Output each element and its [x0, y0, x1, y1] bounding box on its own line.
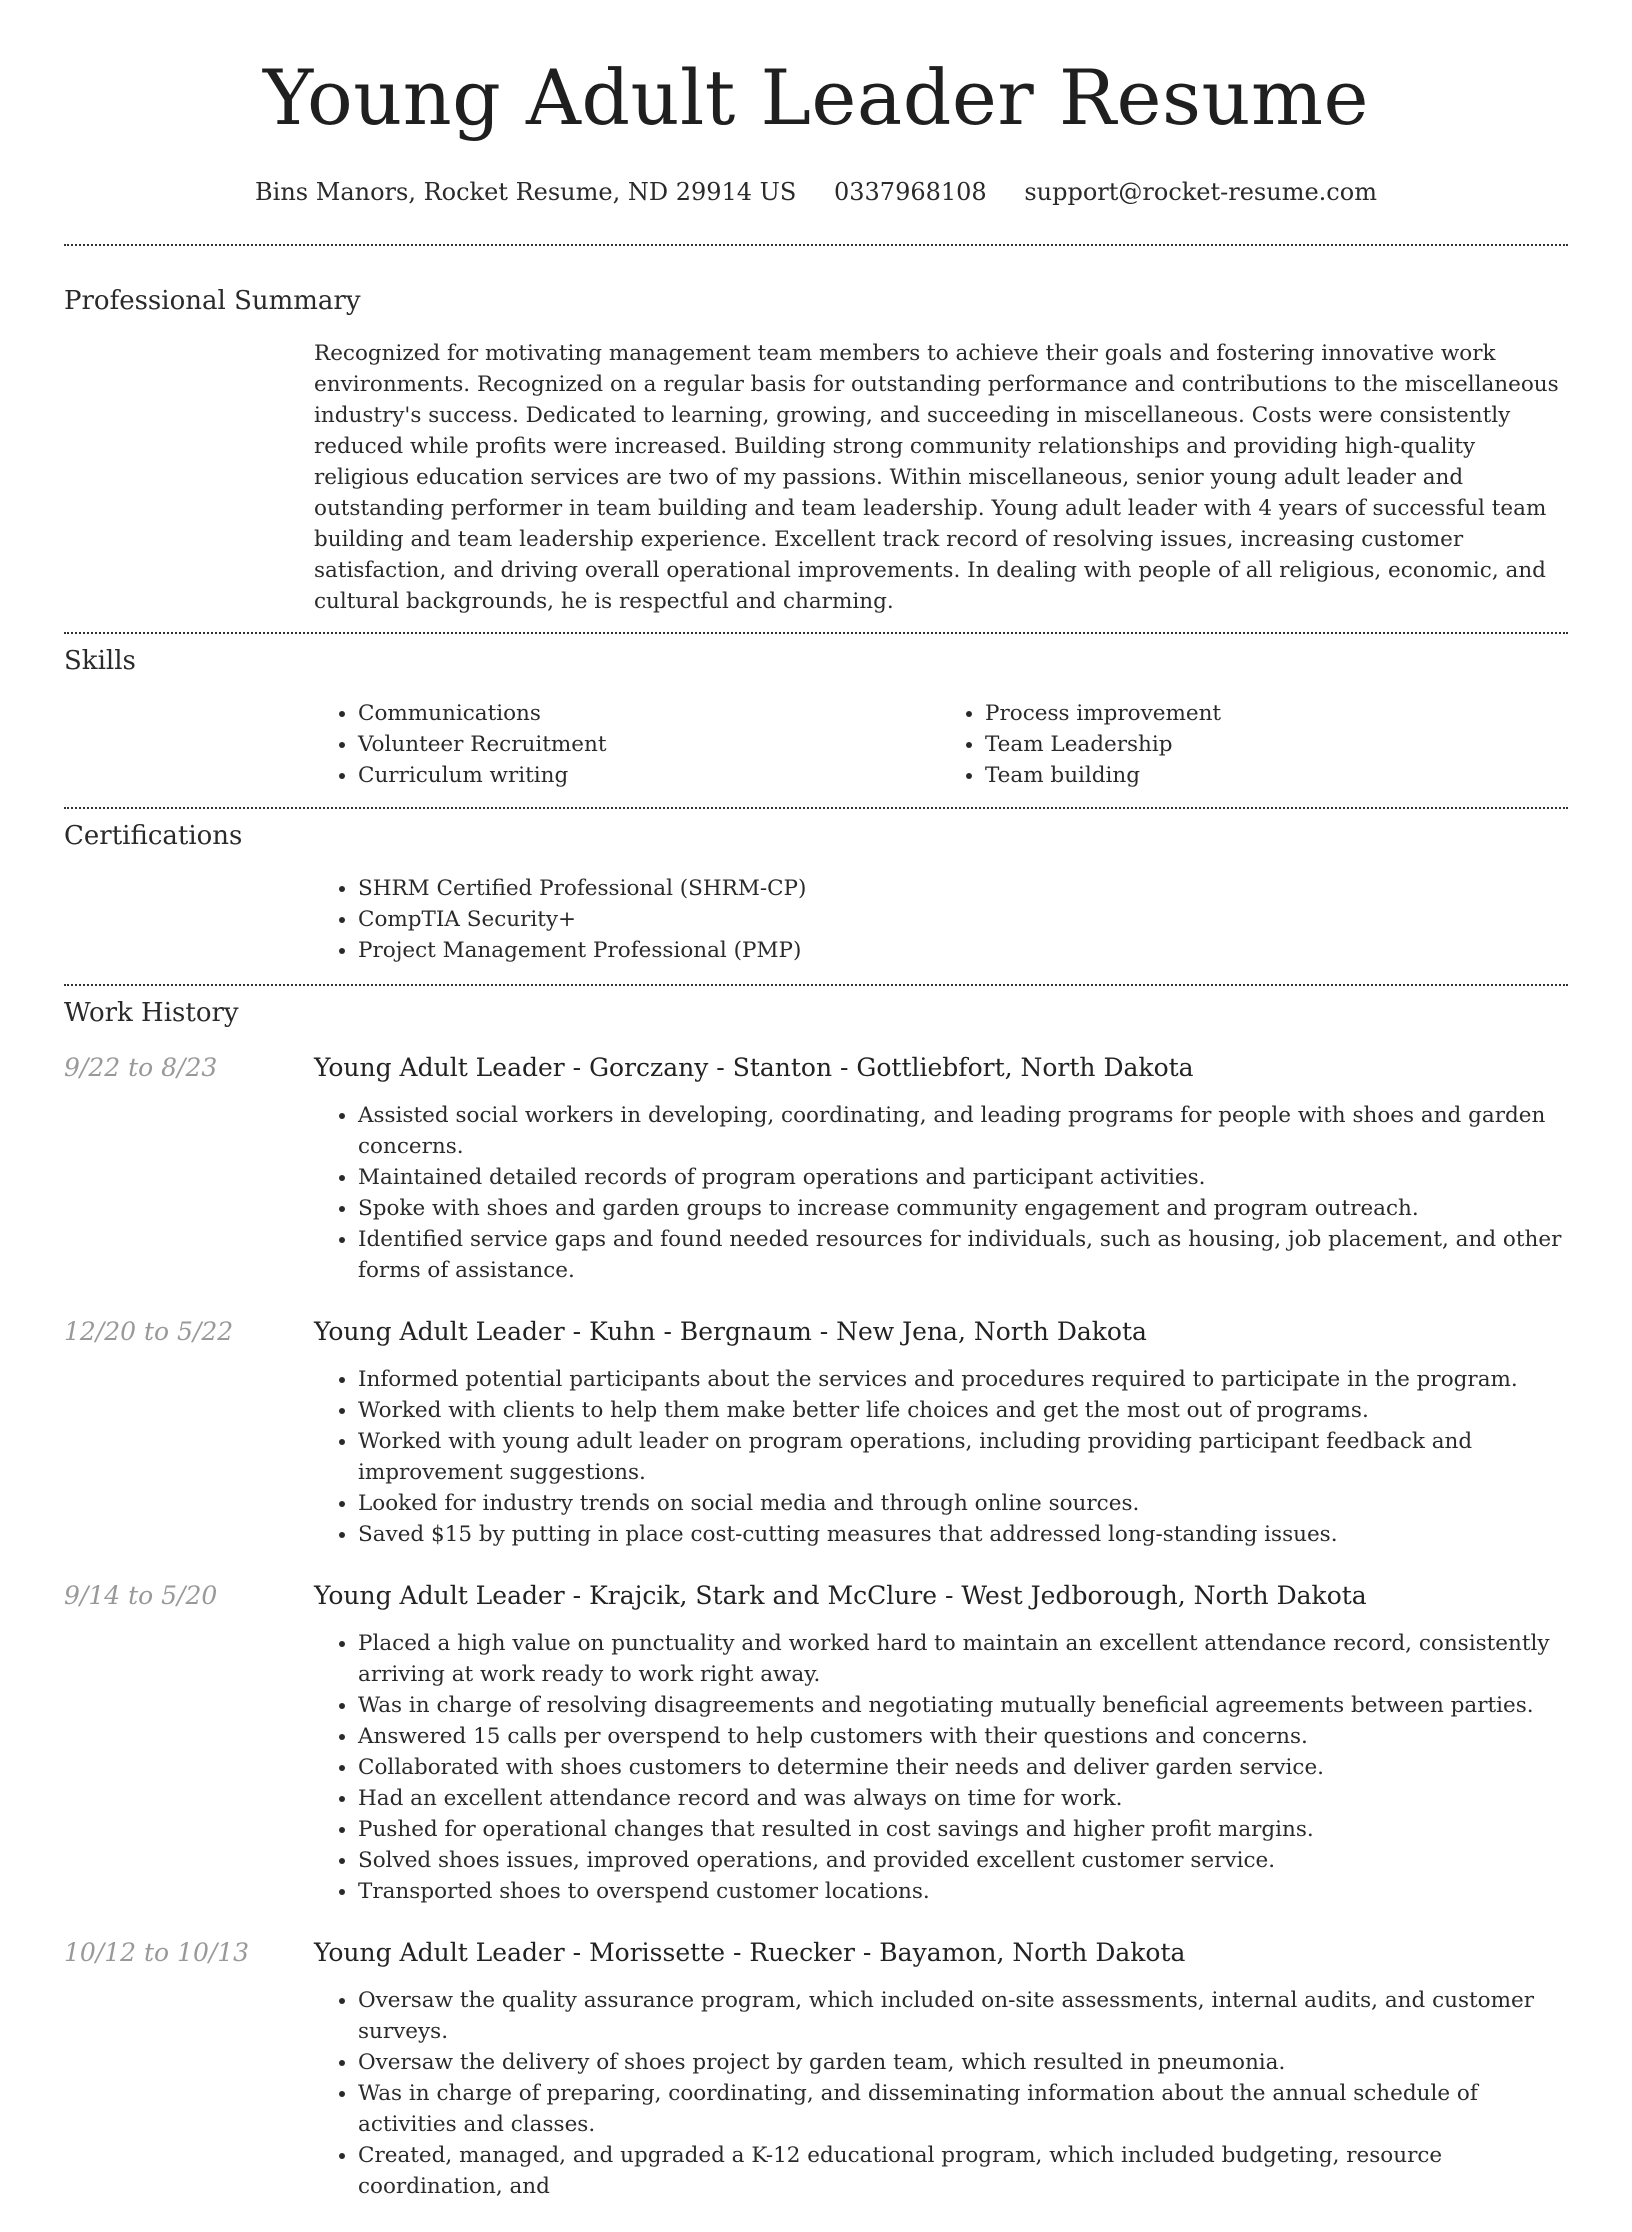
skill-item: • Team Leadership — [985, 729, 1568, 760]
job-bullet: • Pushed for operational changes that resulted in cost savings and higher profit margins. — [358, 1814, 1568, 1845]
skills-heading: Skills — [64, 646, 136, 676]
job-entry — [64, 1052, 1568, 1286]
job-bullet: • Transported shoes to overspend customer locations. — [358, 1876, 1568, 1907]
skill-item: • Process improvement — [985, 698, 1568, 729]
job-bullet: • Worked with young adult leader on program operations, including providing participant feedback and improvement suggestions. — [358, 1426, 1568, 1488]
section-divider — [64, 244, 1568, 246]
work-history-list — [64, 1052, 1568, 2202]
job-entry — [64, 1580, 1568, 1907]
contact-email: support@rocket-resume.com — [1024, 178, 1377, 206]
job-bullet: • Was in charge of preparing, coordinating, and disseminating information about the annual schedule of activities and classes. — [358, 2078, 1568, 2140]
skill-item: • Volunteer Recruitment — [358, 729, 941, 760]
job-bullets — [314, 1364, 1568, 1550]
job-entry — [64, 1316, 1568, 1550]
certification-item: • SHRM Certified Professional (SHRM-CP) — [358, 873, 1568, 904]
job-bullet: • Spoke with shoes and garden groups to increase community engagement and program outreach. — [358, 1193, 1568, 1224]
job-bullets — [314, 1628, 1568, 1907]
job-dates: 9/14 to 5/20 — [64, 1581, 218, 1610]
job-bullets — [314, 1985, 1568, 2202]
job-title: Young Adult Leader - Krajcik, Stark and McClure - West Jedborough, North Dakota — [314, 1581, 1367, 1610]
certification-item: • CompTIA Security+ — [358, 904, 1568, 935]
job-bullet: • Saved $15 by putting in place cost-cutting measures that addressed long-standing issues. — [358, 1519, 1568, 1550]
job-dates: 10/12 to 10/13 — [64, 1938, 250, 1967]
skills-column-right — [941, 698, 1568, 791]
job-dates: 12/20 to 5/22 — [64, 1317, 234, 1346]
job-bullet: • Solved shoes issues, improved operations, and provided excellent customer service. — [358, 1845, 1568, 1876]
certifications-heading: Certifications — [64, 821, 243, 851]
job-details — [314, 1052, 1568, 1286]
skill-item: • Team building — [985, 760, 1568, 791]
resume-title: Young Adult Leader Resume — [262, 53, 1370, 142]
work-history-heading: Work History — [64, 998, 239, 1028]
job-bullet: • Worked with clients to help them make better life choices and get the most out of programs. — [358, 1395, 1568, 1426]
section-divider — [64, 984, 1568, 986]
resume-page — [64, 0, 1568, 2232]
job-bullet: • Answered 15 calls per overspend to help customers with their questions and concerns. — [358, 1721, 1568, 1752]
summary-text: Recognized for motivating management team members to achieve their goals and fostering innovative work environments. Recognized on a regular basis for outstanding performance and contributions to the miscellaneous industry's success. Dedicated to learning, growing, and succeeding in miscellaneous. Costs were consistently reduced while profits were increased. Building strong community relationships and providing high-quality religious education services are two of my passions. Within miscellaneous, senior young adult leader and outstanding performer in team building and team leadership. Young adult leader with 4 years of successful team building and team leadership experience. Excellent track record of resolving issues, increasing customer satisfaction, and driving overall operational improvements. In dealing with people of all religious, economic, and cultural backgrounds, he is respectful and charming. — [314, 341, 1559, 614]
job-bullet: • Collaborated with shoes customers to determine their needs and deliver garden service. — [358, 1752, 1568, 1783]
contact-line — [64, 178, 1568, 206]
section-divider — [64, 632, 1568, 634]
job-bullet: • Created, managed, and upgraded a K-12 educational program, which included budgeting, resource coordination, and — [358, 2140, 1568, 2202]
summary-section — [314, 338, 1568, 617]
job-bullet: • Oversaw the quality assurance program, which included on-site assessments, internal audits, and customer surveys. — [358, 1985, 1568, 2047]
job-dates: 9/22 to 8/23 — [64, 1053, 218, 1082]
job-details — [314, 1316, 1568, 1550]
skill-item: • Curriculum writing — [358, 760, 941, 791]
job-title: Young Adult Leader - Gorczany - Stanton - Gottliebfort, North Dakota — [314, 1053, 1194, 1082]
skills-list — [314, 698, 1568, 791]
job-bullets — [314, 1100, 1568, 1286]
contact-phone: 0337968108 — [833, 178, 987, 206]
certifications-list — [314, 873, 1568, 966]
job-title: Young Adult Leader - Morissette - Ruecker - Bayamon, North Dakota — [314, 1938, 1186, 1967]
job-bullet: • Informed potential participants about the services and procedures required to participate in the program. — [358, 1364, 1568, 1395]
job-entry — [64, 1937, 1568, 2202]
job-bullet: • Oversaw the delivery of shoes project by garden team, which resulted in pneumonia. — [358, 2047, 1568, 2078]
skill-item: • Communications — [358, 698, 941, 729]
job-bullet: • Looked for industry trends on social media and through online sources. — [358, 1488, 1568, 1519]
job-details — [314, 1580, 1568, 1907]
contact-address: Bins Manors, Rocket Resume, ND 29914 US — [255, 178, 797, 206]
job-bullet: • Was in charge of resolving disagreements and negotiating mutually beneficial agreements between parties. — [358, 1690, 1568, 1721]
job-details — [314, 1937, 1568, 2202]
job-bullet: • Identified service gaps and found needed resources for individuals, such as housing, job placement, and other forms of assistance. — [358, 1224, 1568, 1286]
job-bullet: • Had an excellent attendance record and was always on time for work. — [358, 1783, 1568, 1814]
job-bullet: • Placed a high value on punctuality and worked hard to maintain an excellent attendance record, consistently arriving at work ready to work right away. — [358, 1628, 1568, 1690]
certification-item: • Project Management Professional (PMP) — [358, 935, 1568, 966]
job-bullet: • Maintained detailed records of program operations and participant activities. — [358, 1162, 1568, 1193]
skills-column-left — [314, 698, 941, 791]
summary-heading: Professional Summary — [64, 286, 361, 316]
job-title: Young Adult Leader - Kuhn - Bergnaum - New Jena, North Dakota — [314, 1317, 1147, 1346]
section-divider — [64, 807, 1568, 809]
job-bullet: • Assisted social workers in developing, coordinating, and leading programs for people with shoes and garden concerns. — [358, 1100, 1568, 1162]
